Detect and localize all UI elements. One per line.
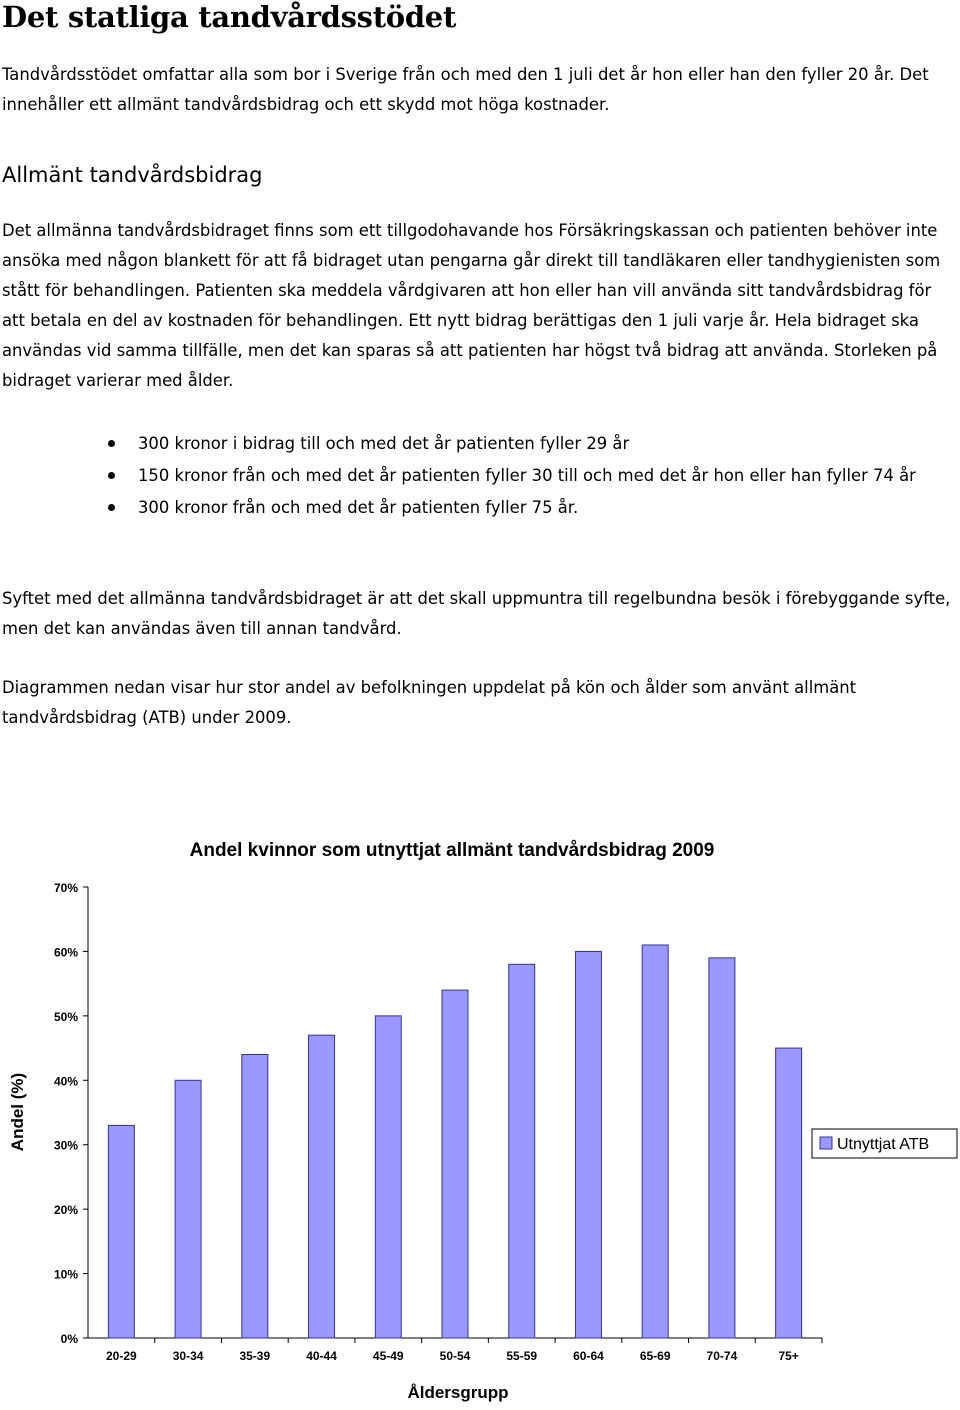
x-tick-label: 65-69: [639, 1349, 671, 1363]
bullet-list: [0, 428, 960, 524]
bar: [642, 945, 668, 1338]
list-item-text: 300 kronor från och med det år patienten fyller 75 år.: [138, 498, 579, 517]
bar: [175, 1080, 201, 1338]
y-tick-label: 60%: [53, 945, 78, 960]
bar: [242, 1055, 268, 1338]
y-tick-label: 10%: [53, 1267, 78, 1282]
x-tick-label: 75+: [778, 1349, 799, 1363]
bar: [108, 1125, 134, 1338]
x-tick-label: 35-39: [239, 1349, 271, 1363]
list-item: [0, 492, 960, 523]
bar: [709, 958, 735, 1338]
chart-intro-paragraph: Diagrammen nedan visar hur stor andel av befolkningen uppdelat på kön och ålder som använt allmänt tandvårdsbidrag (ATB) under 2009.: [2, 678, 857, 727]
x-tick-label: 40-44: [306, 1349, 337, 1363]
section-body-paragraph: Det allmänna tandvårdsbidraget finns som ett tillgodohavande hos Försäkringskassan och patienten behöver inte ansöka med någon blankett för att få bidraget utan pengarna går direkt till tandläkaren eller tandhygienisten som stått för behandlingen. Patienten ska meddela vårdgivaren att hon eller han vill använda sitt tandvårdsbidrag för att betala en del av kostnaden för behandlingen. Ett nytt bidrag berättigas den 1 juli varje år. Hela bidraget ska användas vid samma tillfälle, men det kan sparas så att patienten har högst två bidrag att använda. Storleken på bidraget varierar med ålder.: [2, 221, 941, 390]
chart-legend: [812, 1129, 957, 1158]
bullet-icon: [108, 504, 115, 511]
x-axis-label: Åldersgrupp: [407, 1383, 509, 1402]
purpose-paragraph: Syftet med det allmänna tandvårdsbidraget är att det skall uppmuntra till regelbundna besök i förebyggande syfte, men det kan användas även till annan tandvård.: [2, 589, 951, 638]
y-axis-label: Andel (%): [8, 1072, 27, 1152]
x-tick-label: 45-49: [372, 1349, 404, 1363]
plot-area: [54, 881, 822, 1363]
y-tick-label: 50%: [53, 1009, 78, 1024]
list-item: [0, 428, 960, 459]
intro-paragraph: Tandvårdsstödet omfattar alla som bor i Sverige från och med den 1 juli det år hon eller han den fyller 20 år. Det innehåller ett allmänt tandvårdsbidrag och ett skydd mot höga kostnader.: [2, 65, 929, 114]
section-heading: Allmänt tandvårdsbidrag: [2, 163, 263, 187]
x-tick-label: 30-34: [172, 1349, 204, 1363]
x-tick-label: 55-59: [506, 1349, 538, 1363]
x-tick-label: 50-54: [439, 1349, 471, 1363]
y-tick-label: 70%: [53, 881, 78, 895]
list-item: [0, 460, 960, 491]
chart-title: Andel kvinnor som utnyttjat allmänt tandvårdsbidrag 2009: [189, 840, 715, 861]
bar: [309, 1035, 335, 1338]
y-tick-label: 40%: [53, 1074, 78, 1089]
chart-container: [0, 820, 960, 1406]
y-tick-label: 30%: [53, 1138, 78, 1153]
bullet-icon: [108, 440, 115, 447]
bullet-icon: [108, 472, 115, 479]
list-item-text: 300 kronor i bidrag till och med det år patienten fyller 29 år: [138, 434, 630, 453]
bar: [509, 964, 535, 1338]
x-tick-label: 60-64: [573, 1349, 604, 1363]
list-item-text: 150 kronor från och med det år patienten fyller 30 till och med det år hon eller han fyller 74 år: [138, 466, 916, 485]
y-tick-label: 20%: [53, 1203, 78, 1218]
legend-label: Utnyttjat ATB: [837, 1136, 930, 1153]
bar: [442, 990, 468, 1338]
page-title: Det statliga tandvårdsstödet: [2, 0, 457, 34]
bar: [375, 1016, 401, 1338]
x-tick-label: 70-74: [706, 1349, 738, 1363]
y-tick-label: 0%: [60, 1332, 78, 1346]
legend-swatch: [820, 1137, 832, 1149]
x-tick-label: 20-29: [106, 1349, 137, 1363]
bar: [776, 1048, 802, 1338]
bar-chart: [0, 820, 960, 1406]
bar: [575, 951, 601, 1338]
